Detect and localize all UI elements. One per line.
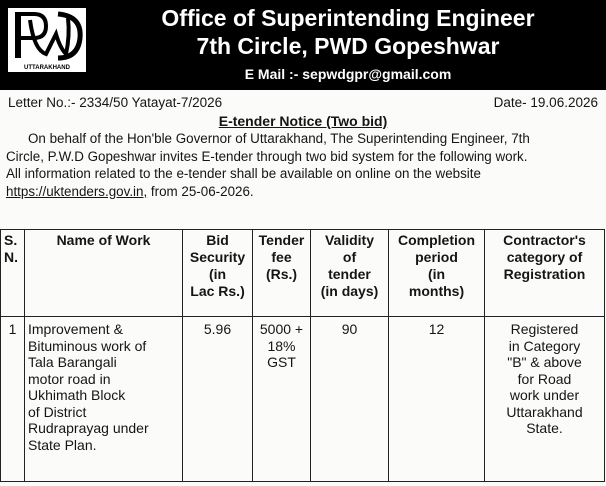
letter-row: [8, 95, 598, 113]
notice-line-4: [6, 183, 600, 201]
notice-line-1: On behalf of the Hon'ble Governor of Uttarakhand, The Superintending Engineer, 7th: [28, 131, 530, 146]
pwd-logo-mark: [8, 8, 86, 72]
cell-completion: 12: [389, 317, 485, 482]
header-category: Contractor's category of Registration: [485, 230, 605, 317]
logo-text: UTTARAKHAND: [24, 65, 70, 71]
cell-tender-fee: 5000 + 18% GST: [253, 317, 311, 482]
notice-date-text: from 25-06-2026.: [147, 183, 254, 199]
header-completion: Completion period (in months): [389, 230, 485, 317]
notice-title: E-tender Notice (Two bid): [218, 113, 388, 129]
notice-line-3: All information related to the e-tender shall be available on online on the website: [6, 166, 481, 181]
office-header: [0, 0, 606, 90]
table-header-row: [1, 230, 605, 317]
letter-number: Letter No.:- 2334/50 Yatayat-7/2026: [8, 95, 223, 110]
letter-date: Date- 19.06.2026: [493, 95, 598, 110]
cell-bid-security: 5.96: [183, 317, 253, 482]
header-tender-fee: Tender fee (Rs.): [253, 230, 311, 317]
website-link[interactable]: https://uktenders.gov.in,: [6, 183, 148, 199]
office-email: E Mail :- sepwdgpr@gmail.com: [244, 66, 452, 82]
office-circle: 7th Circle, PWD Gopeshwar: [196, 33, 500, 59]
notice-body: [6, 130, 600, 200]
cell-category: Registered in Category "B" & above for Road work under Uttarakhand State.: [485, 317, 605, 482]
header-serial: S. N.: [1, 230, 25, 317]
header-bid-security: Bid Security (in Lac Rs.): [183, 230, 253, 317]
table-row: [1, 317, 605, 482]
cell-name-of-work: Improvement & Bituminous work of Tala Barangali motor road in Ukhimath Block of District Rudraprayag under State Plan.: [25, 317, 183, 482]
cell-validity: 90: [311, 317, 389, 482]
pwd-logo: [6, 6, 88, 74]
tender-table: [0, 229, 605, 482]
header-validity: Validity of tender (in days): [311, 230, 389, 317]
office-title: Office of Superintending Engineer: [161, 5, 535, 31]
cell-serial: 1: [1, 317, 25, 482]
header-name-of-work: Name of Work: [25, 230, 183, 317]
notice-line-2: Circle, P.W.D Gopeshwar invites E-tender through two bid system for the following work.: [6, 148, 528, 164]
